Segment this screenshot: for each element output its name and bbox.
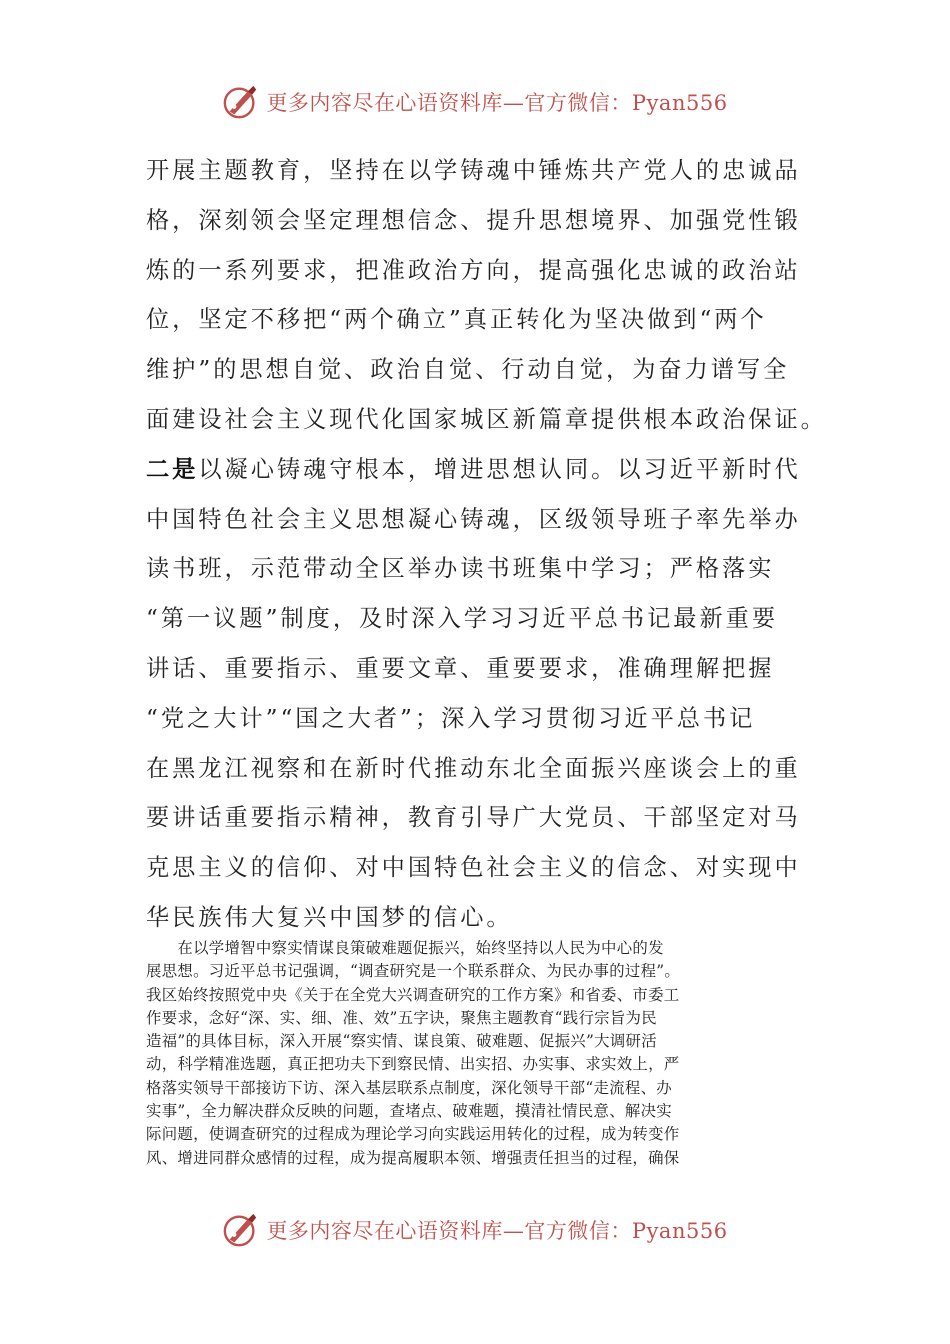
text-line	[146, 644, 806, 694]
text-line-content: 炼的一系列要求，把准政治方向，提高强化忠诚的政治站	[146, 256, 801, 284]
text-line	[146, 544, 806, 594]
text-line-content: “党之大计”“国之大者”；深入学习贯彻习近平总书记	[146, 704, 756, 732]
pen-circle-logo-icon	[222, 1211, 260, 1249]
text-line	[146, 744, 806, 794]
small-text-line: 风、增进同群众感情的过程，成为提高履职本领、增强责任担当的过程，确保	[146, 1148, 680, 1167]
text-line-content: 维护”的思想自觉、政治自觉、行动自觉，为奋力谱写全	[146, 356, 790, 384]
text-line-content: 格，深刻领会坚定理想信念、提升思想境界、加强党性锻	[146, 206, 801, 234]
small-text-line: 格落实领导干部接访下访、深入基层联系点制度，深化领导干部“走流程、办	[146, 1078, 672, 1097]
small-text-line: 造福”的具体目标，深入开展“察实情、谋良策、破难题、促振兴”大调研活	[146, 1032, 657, 1051]
text-line-content: 在黑龙江视察和在新时代推动东北全面振兴座谈会上的重	[146, 754, 801, 782]
small-text-line: 实事”，全力解决群众反映的问题，查堵点、破难题，摸清社情民意、解决实	[146, 1102, 672, 1121]
text-line	[146, 495, 806, 545]
text-line-content: 开展主题教育，坚持在以学铸魂中锤炼共产党人的忠诚品	[146, 157, 801, 184]
text-line	[146, 694, 806, 744]
text-line	[146, 395, 827, 445]
small-text-line: 我区始终按照党中央《关于在全党大兴调查研究的工作方案》和省委、市委工	[146, 985, 680, 1004]
text-line	[146, 594, 806, 644]
text-line	[146, 345, 806, 395]
pen-circle-logo-icon	[222, 83, 260, 121]
text-line-content: 中国特色社会主义思想凝心铸魂，区级领导班子率先举办	[146, 505, 801, 533]
footer-banner	[0, 1208, 950, 1252]
header-banner-text: 更多内容尽在心语资料库—官方微信：Pyan556	[266, 91, 728, 115]
text-line-content: 华民族伟大复兴中国梦的信心。	[146, 903, 513, 931]
main-paragraph	[146, 146, 827, 943]
text-line-content: 面建设社会主义现代化国家城区新篇章提供根本政治保证。	[146, 405, 827, 433]
text-line	[146, 843, 806, 893]
text-line	[146, 893, 806, 943]
small-text-line: 在以学增智中察实情谋良策破难题促振兴，始终坚持以人民为中心的发	[146, 939, 664, 957]
small-paragraph	[146, 937, 806, 1170]
text-line	[146, 295, 806, 345]
header-banner	[0, 80, 950, 124]
text-line-content: 讲话、重要指示、重要文章、重要要求，准确理解把握	[146, 654, 775, 682]
small-text-line: 作要求，念好“深、实、细、准、效”五字诀，聚焦主题教育“践行宗旨为民	[146, 1008, 657, 1027]
small-text-line: 动，科学精准选题，真正把功夫下到察民情、出实招、办实事、求实效上，严	[146, 1055, 680, 1074]
text-line	[146, 445, 806, 495]
text-line-content: 位，坚定不移把“两个确立”真正转化为坚决做到“两个	[146, 306, 767, 334]
text-line-content: 要讲话重要指示精神，教育引导广大党员、干部坚定对马	[146, 804, 801, 832]
text-line-content: 读书班，示范带动全区举办读书班集中学习；严格落实	[146, 555, 775, 583]
text-line-content: 克思主义的信仰、对中国特色社会主义的信念、对实现中	[146, 854, 801, 882]
text-line	[146, 246, 806, 296]
text-line-content: “第一议题”制度，及时深入学习习近平总书记最新重要	[146, 605, 779, 633]
small-text-line: 际问题，使调查研究的过程成为理论学习向实践运用转化的过程，成为转变作	[146, 1125, 680, 1144]
text-line-content: 以凝心铸魂守根本，增进思想认同。以习近平新时代	[198, 455, 801, 483]
bold-lead: 二是	[146, 455, 199, 483]
footer-banner-text: 更多内容尽在心语资料库—官方微信：Pyan556	[266, 1219, 728, 1243]
text-line	[146, 146, 806, 196]
small-text-line: 展思想。习近平总书记强调，“调查研究是一个联系群众、为民办事的过程”。	[146, 962, 681, 981]
text-line	[146, 793, 806, 843]
text-line	[146, 196, 806, 246]
